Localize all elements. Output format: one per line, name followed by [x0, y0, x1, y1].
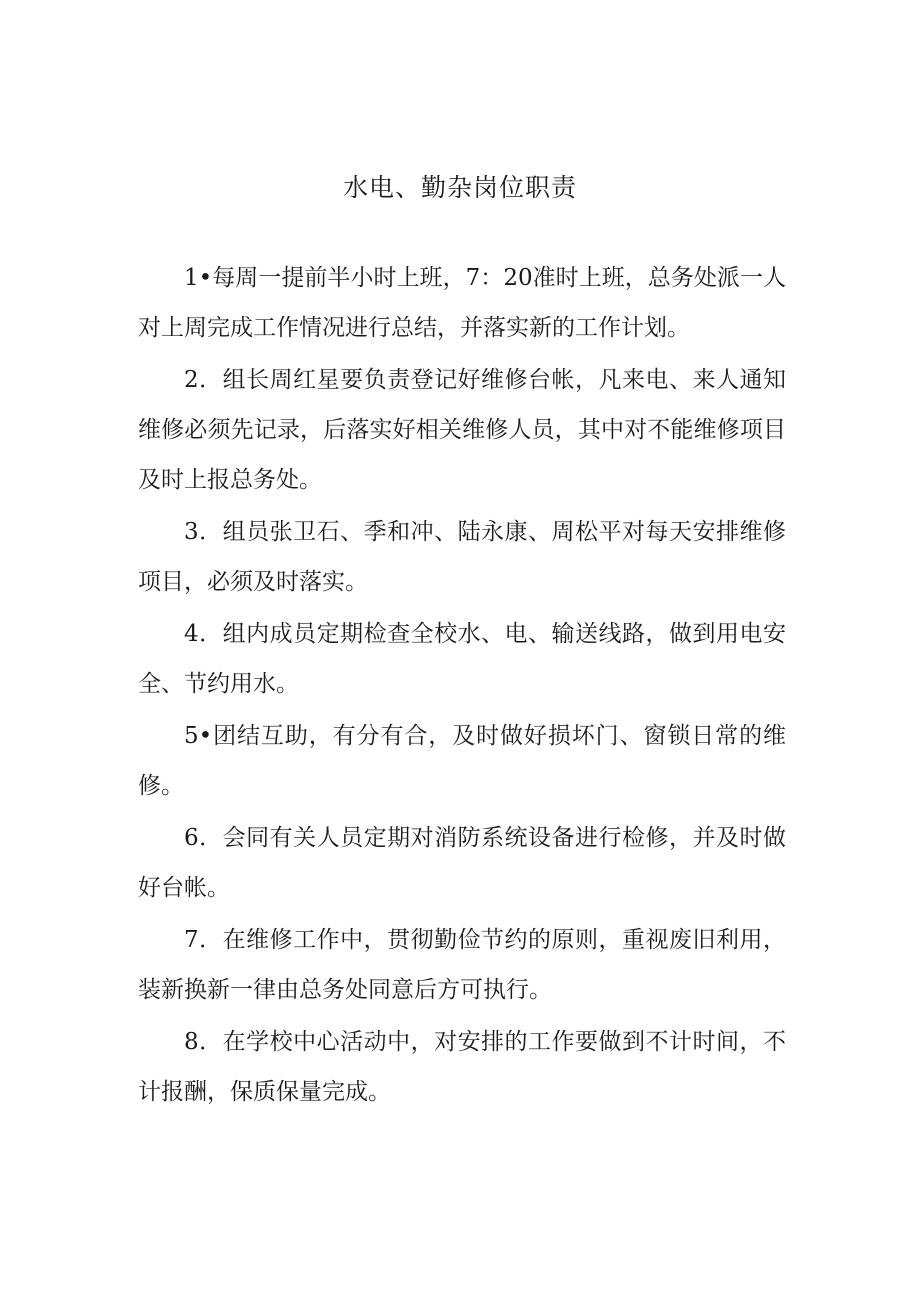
paragraph-3: 3．组员张卫石、季和冲、陆永康、周松平对每天安排维修项目，必须及时落实。 — [138, 519, 786, 595]
paragraph-6: 6．会同有关人员定期对消防系统设备进行检修，并及时做好台帐。 — [138, 825, 786, 901]
paragraph-5: 5•团结互助，有分有合，及时做好损坏门、窗锁日常的维修。 — [138, 723, 786, 799]
paragraph-2: 2．组长周红星要负责登记好维修台帐，凡来电、来人通知维修必须先记录，后落实好相关维修人员，其中对不能维修项目及时上报总务处。 — [138, 367, 786, 493]
document-body — [138, 253, 786, 1119]
paragraph-8: 8．在学校中心活动中，对安排的工作要做到不计时间，不计报酬，保质保量完成。 — [138, 1029, 786, 1105]
paragraph-1: 1•每周一提前半小时上班，7：20准时上班，总务处派一人对上周完成工作情况进行总结，并落实新的工作计划。 — [138, 265, 786, 341]
paragraph-7: 7．在维修工作中，贯彻勤俭节约的原则，重视废旧利用，装新换新一律由总务处同意后方可执行。 — [138, 927, 786, 1003]
page-title: 水电、勤杂岗位职责 — [342, 173, 577, 202]
paragraph-4: 4．组内成员定期检查全校水、电、输送线路，做到用电安全、节约用水。 — [138, 621, 786, 697]
